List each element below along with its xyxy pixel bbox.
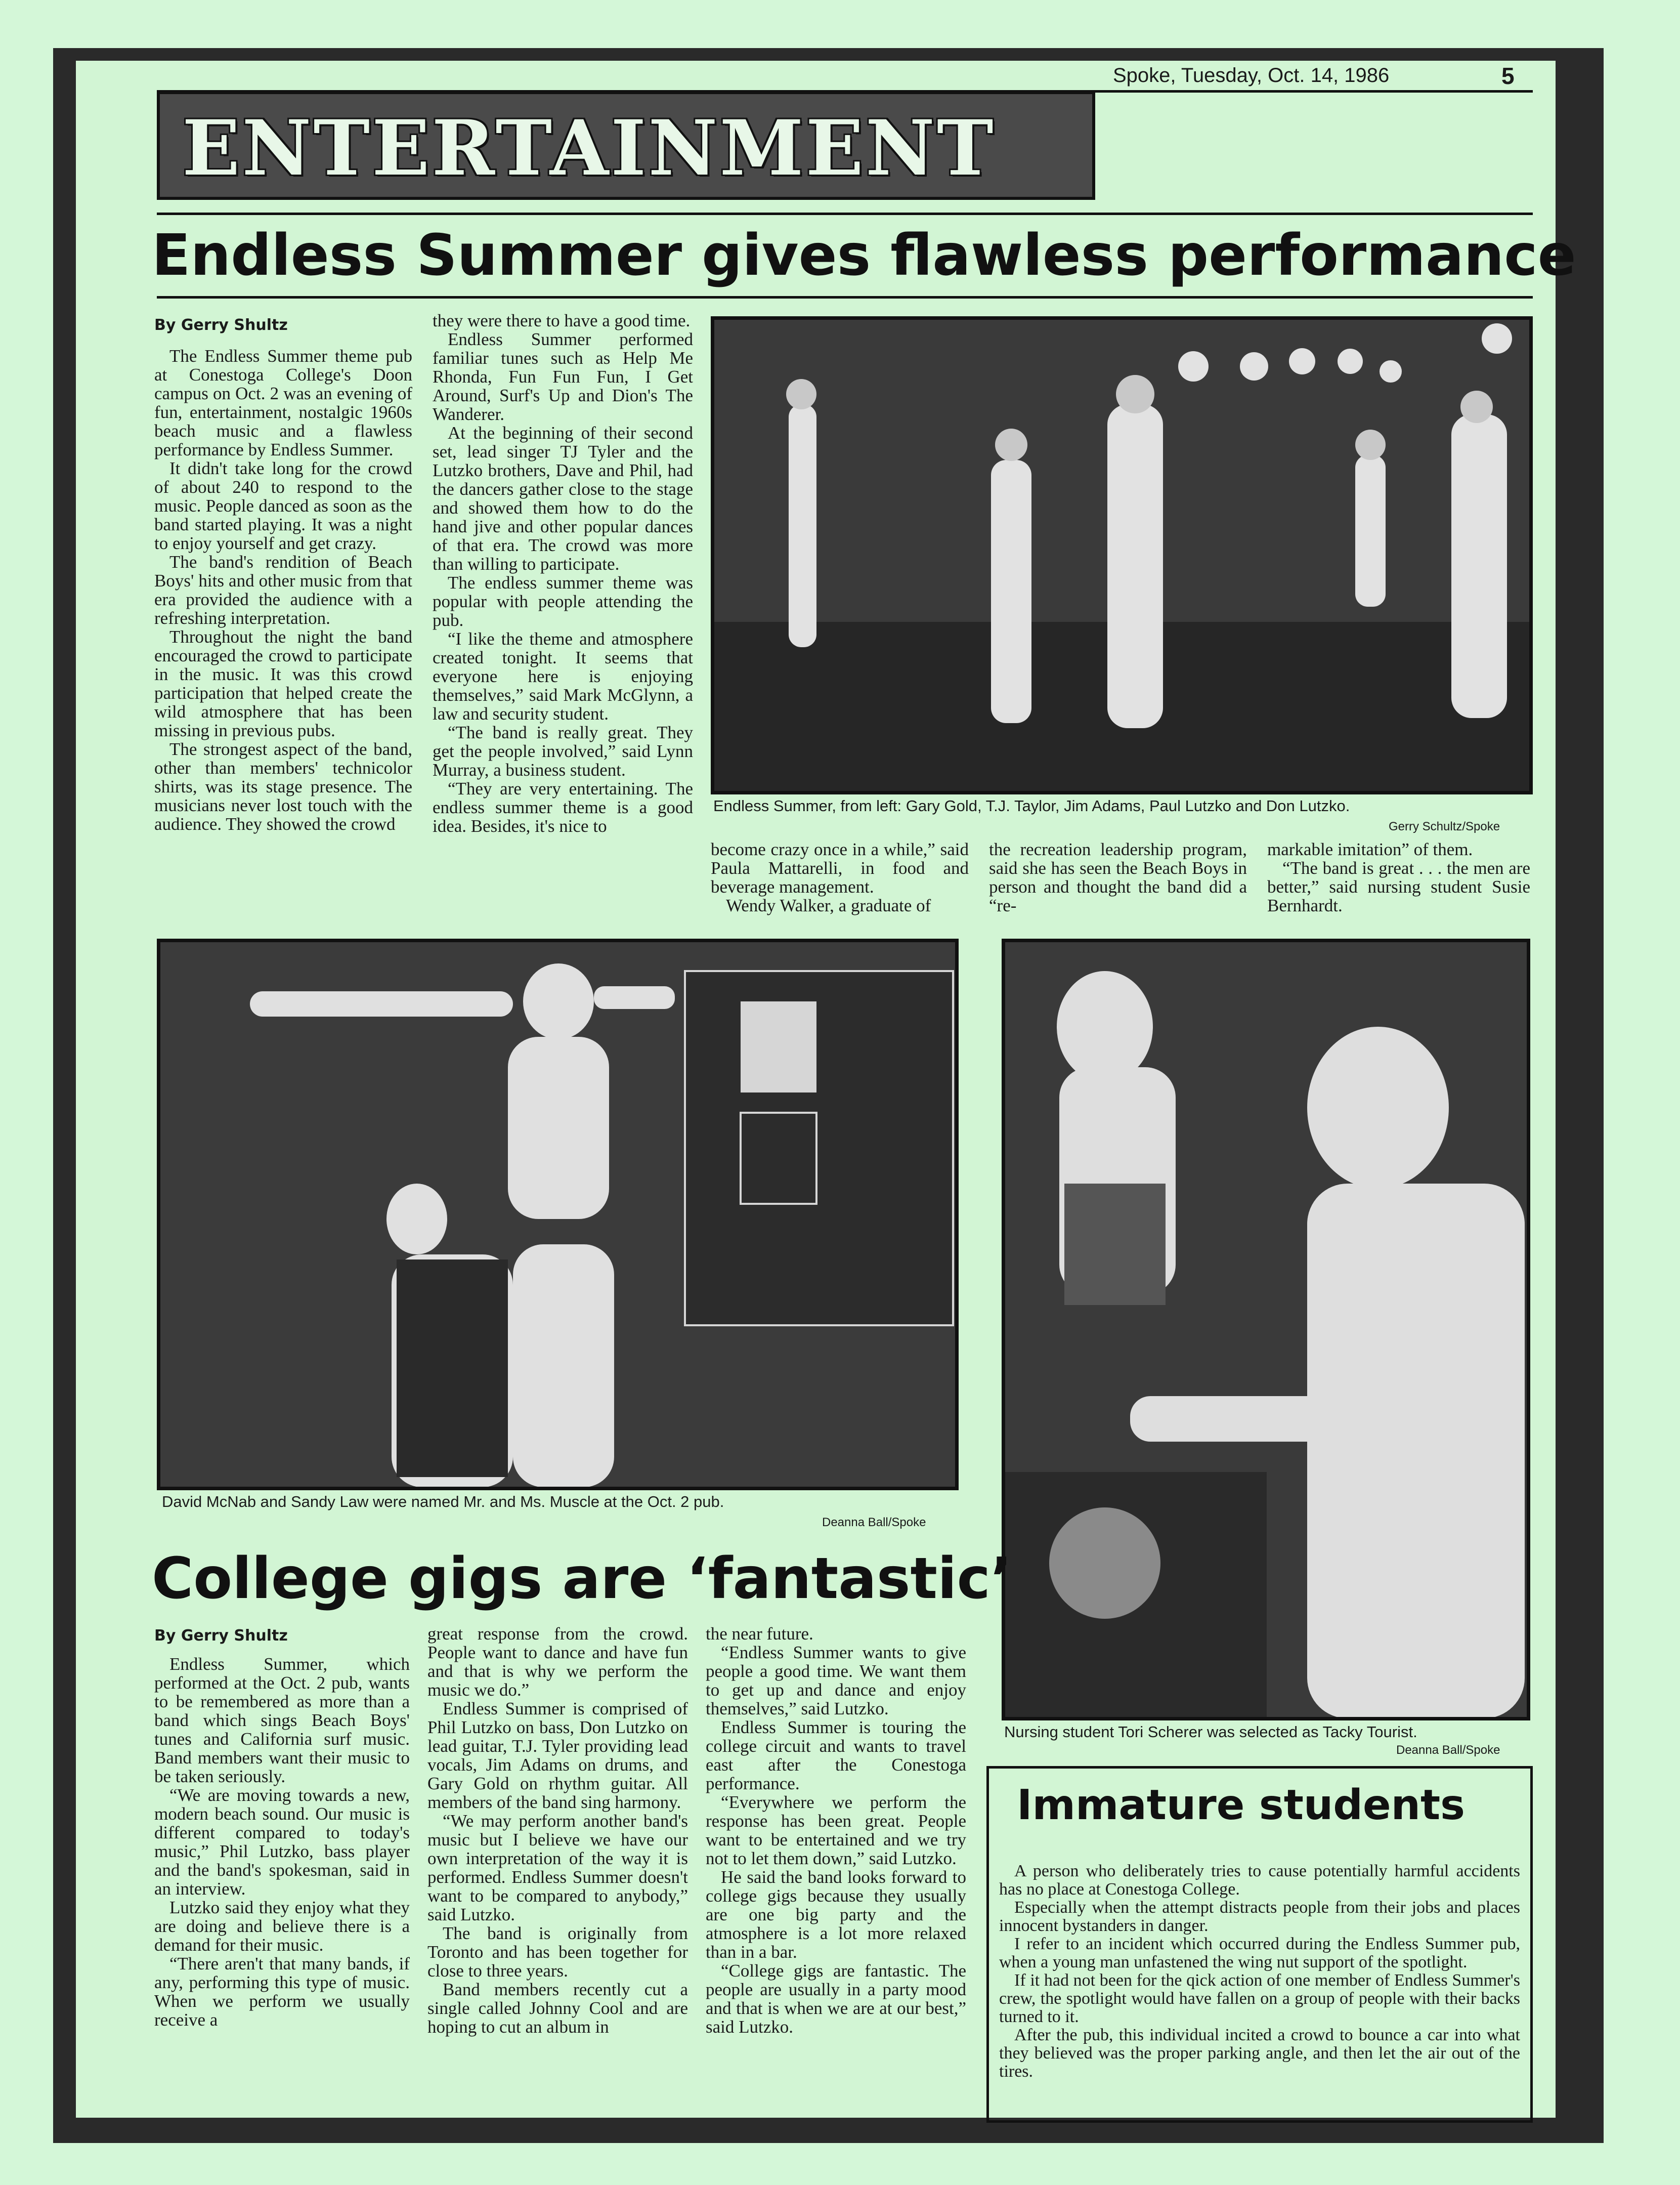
paragraph: At the beginning of their second set, lead singer TJ Tyler and the Lutzko brothers, Dave and Phil, had the dancers gather close to the stage and showed them how to do the hand jive and other popular dances of that era. The crowd was more than willing to participate. [433,423,693,574]
paragraph: “College gigs are fantastic. The people are usually in a party mood and that is when we are at our best,” said Lutzko. [706,1961,966,2037]
band-photo-caption: Endless Summer, from left: Gary Gold, T.J. Taylor, Jim Adams, Paul Lutzko and Don Lutzko. [713,797,1350,815]
article1-column-5 [1267,840,1530,915]
article2-column-1 [154,1655,410,2029]
article1-column-1 [154,347,412,833]
paragraph: “There aren't that many bands, if any, performing this type of music. When we perform we usually receive a [154,1954,410,2030]
paragraph: The band is originally from Toronto and has been together for close to three years. [427,1923,688,1981]
article1-column-4 [989,840,1247,915]
muscle-photo [157,939,959,1490]
article1-byline: By Gerry Shultz [154,316,288,334]
paragraph: “Endless Summer wants to give people a good time. We want them to get up and dance and enjoy themselves,” said Lutzko. [706,1643,966,1718]
paragraph: Especially when the attempt distracts people from their jobs and places innocent bystanders in danger. [999,1898,1520,1935]
paragraph: Endless Summer is comprised of Phil Lutzko on bass, Don Lutzko on lead guitar, T.J. Tyler providing lead vocals, Jim Adams on drums, and Gary Gold on rhythm guitar. All members of the band sing harmony. [427,1699,688,1812]
paragraph: Wendy Walker, a graduate of [726,896,931,915]
editorial-headline: Immature students [1017,1781,1465,1829]
paragraph: Endless Summer is touring the college circuit and wants to travel east after the Conestoga performance. [706,1717,966,1793]
paragraph: great response from the crowd. People want to dance and have fun and that is why we perform the music we do.” [427,1624,688,1700]
paragraph: markable imitation” of them. [1267,839,1473,859]
paragraph: Band members recently cut a single called Johnny Cool and are hoping to cut an album in [427,1980,688,2037]
paragraph: A person who deliberately tries to cause potentially harmful accidents has no place at Conestoga College. [999,1862,1520,1899]
band-photo-illustration [713,318,1531,792]
paragraph: “The band is really great. They get the people involved,” said Lynn Murray, a business student. [433,723,693,780]
page-number: 5 [1501,63,1515,89]
paragraph: the recreation leadership program, said she has seen the Beach Boys in person and thought the band did a “re- [989,839,1247,915]
article2-byline: By Gerry Shultz [154,1627,288,1645]
tourist-photo [1002,939,1530,1720]
paragraph: The band's rendition of Beach Boys' hits and other music from that era provided the audience with a refreshing interpretation. [154,552,412,628]
band-photo-credit: Gerry Schultz/Spoke [1389,820,1500,833]
tourist-photo-credit: Deanna Ball/Spoke [1396,1743,1500,1757]
article1-column-3 [711,840,969,915]
article2-column-3 [706,1624,966,2036]
section-banner: ENTERTAINMENT [182,104,996,193]
paragraph: they were there to have a good time. [433,311,691,330]
paragraph: Lutzko said they enjoy what they are doing and believe there is a demand for their music. [154,1898,410,1955]
masthead-dateline: Spoke, Tuesday, Oct. 14, 1986 [1113,64,1390,87]
muscle-photo-illustration [159,941,957,1488]
paragraph: Endless Summer, which performed at the Oct. 2 pub, wants to be remembered as more than a band which sings Beach Boys' tunes and California surf music. Band members want their music to be taken seriously. [154,1654,410,1786]
paragraph: “I like the theme and atmosphere created tonight. It seems that everyone here is enjoying themselves,” said Mark McGlynn, a law and security student. [433,629,693,724]
headline-rule [157,296,1533,299]
article2-column-2 [427,1624,688,2036]
paragraph: If it had not been for the qick action of one member of Endless Summer's crew, the spotlight would have fallen on a group of people with their backs turned to it. [999,1971,1520,2026]
muscle-photo-credit: Deanna Ball/Spoke [822,1516,926,1529]
editorial-body [999,1862,1520,2081]
band-photo [711,316,1533,794]
paragraph: The strongest aspect of the band, other than members' technicolor shirts, was its stage presence. The musicians never lost touch with the audience. They showed the crowd [154,739,412,834]
muscle-photo-caption: David McNab and Sandy Law were named Mr. and Ms. Muscle at the Oct. 2 pub. [162,1493,724,1510]
paragraph: “The band is great . . . the men are better,” said nursing student Susie Bernhardt. [1267,858,1530,915]
paragraph: He said the band looks forward to college gigs because they usually are one big party and the atmosphere is a lot more relaxed than in a bar. [706,1867,966,1962]
paragraph: “We are moving towards a new, modern beach sound. Our music is different compared to today's music,” Phil Lutzko, bass player and the band's spokesman, said in an interview. [154,1785,410,1899]
tourist-photo-illustration [1004,941,1528,1718]
paragraph: It didn't take long for the crowd of about 240 to respond to the music. People danced as soon as the band started playing. It was a night to enjoy yourself and get crazy. [154,458,412,553]
paragraph: After the pub, this individual incited a crowd to bounce a car into what they believed was the proper parking angle, and then let the air out of the tires. [999,2026,1520,2081]
paragraph: Endless Summer performed familiar tunes such as Help Me Rhonda, Fun Fun Fun, I Get Around, Surf's Up and Dion's The Wanderer. [433,329,693,424]
paragraph: “We may perform another band's music but I believe we have our own interpretation of the way it is performed. Endless Summer doesn't want to be compared to anybody,” said Lutzko. [427,1811,688,1924]
paragraph: “They are very entertaining. The endless summer theme is a good idea. Besides, it's nice to [433,779,693,836]
article1-headline: Endless Summer gives flawless performance [152,223,1576,288]
paragraph: “Everywhere we perform the response has been great. People want to be entertained and we try not to let them down,” said Lutzko. [706,1792,966,1868]
banner-rule [157,213,1533,215]
tourist-photo-caption: Nursing student Tori Scherer was selected as Tacky Tourist. [1004,1723,1417,1741]
paragraph: Throughout the night the band encouraged the crowd to participate in the music. It was this crowd participation that helped create the wild atmosphere that has been missing in previous pubs. [154,627,412,740]
paragraph: I refer to an incident which occurred during the Endless Summer pub, when a young man unfastened the wing nut support of the spotlight. [999,1935,1520,1971]
paragraph: The Endless Summer theme pub at Conestoga College's Doon campus on Oct. 2 was an evening of fun, entertainment, nostalgic 1960s beach music and a flawless performance by Endless Summer. [154,346,412,459]
article2-headline: College gigs are ‘fantastic’ [152,1546,1012,1612]
paragraph: the near future. [706,1624,813,1644]
article1-column-2 [433,311,693,835]
paragraph: The endless summer theme was popular with people attending the pub. [433,573,693,630]
paragraph: become crazy once in a while,” said Paula Mattarelli, in food and beverage management. [711,839,969,897]
